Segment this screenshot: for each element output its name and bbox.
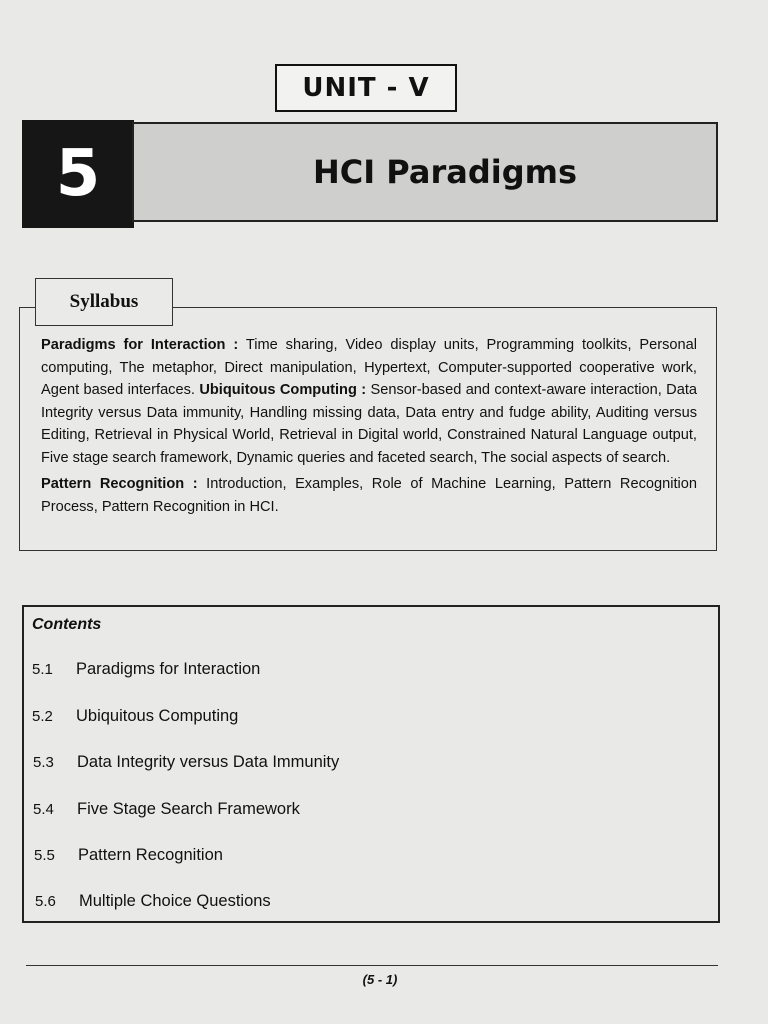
syllabus-topic-text: Introduction, Examples, Role of Machine Learning, Pattern Recognition Process, Pattern Recognition in HCI. (41, 476, 697, 515)
page-number: (5 - 1) (362, 972, 398, 987)
syllabus-paragraph-1 (41, 334, 697, 469)
contents-item-label: Multiple Choice Questions (79, 892, 271, 910)
syllabus-topic-text: Time sharing, Video display units, Programming toolkits, Personal computing, The metaphor, Direct manipulation, Hypertext, Computer-supported cooperative work, Agent based interfaces. (41, 337, 697, 398)
contents-item-number: 5.5 (34, 847, 55, 864)
contents-item (35, 892, 271, 911)
contents-item-number: 5.1 (32, 661, 53, 678)
contents-item-number: 5.2 (32, 708, 53, 725)
syllabus-heading: Syllabus (35, 278, 173, 326)
syllabus-text (41, 334, 697, 522)
chapter-header (22, 118, 716, 226)
contents-item-label: Pattern Recognition (78, 846, 223, 864)
contents-item-label: Ubiquitous Computing (76, 707, 239, 725)
chapter-title: HCI Paradigms (312, 153, 578, 191)
contents-heading: Contents (32, 616, 102, 633)
contents-item (33, 800, 300, 819)
chapter-title-box (132, 122, 718, 222)
contents-item (34, 846, 223, 865)
unit-label: UNIT - V (275, 64, 457, 112)
syllabus-topic-text: Sensor-based and context-aware interaction, Data Integrity versus Data immunity, Handling missing data, Data entry and fudge ability, Auditing versus Editing, Retrieval in Physical World, Retrieval in Digital world, Constrained Natural Language output, Five stage search framework, Dynamic queries and faceted search, The social aspects of search. (41, 382, 698, 466)
contents-item-number: 5.3 (33, 754, 54, 771)
contents-item-label: Data Integrity versus Data Immunity (77, 753, 340, 771)
contents-item-number: 5.4 (33, 801, 54, 818)
footer-rule (26, 965, 718, 966)
chapter-number: 5 (22, 120, 134, 228)
syllabus-topic-heading: Paradigms for Interaction : (41, 337, 239, 353)
syllabus-paragraph-2 (41, 473, 697, 518)
contents-item-label: Paradigms for Interaction (76, 660, 261, 678)
syllabus-topic-heading: Ubiquitous Computing : (199, 382, 367, 398)
contents-item (32, 660, 260, 679)
contents-item (32, 707, 238, 726)
contents-item-label: Five Stage Search Framework (77, 800, 300, 818)
syllabus-topic-heading: Pattern Recognition : (41, 476, 198, 492)
contents-item (33, 753, 339, 772)
contents-item-number: 5.6 (35, 893, 56, 910)
